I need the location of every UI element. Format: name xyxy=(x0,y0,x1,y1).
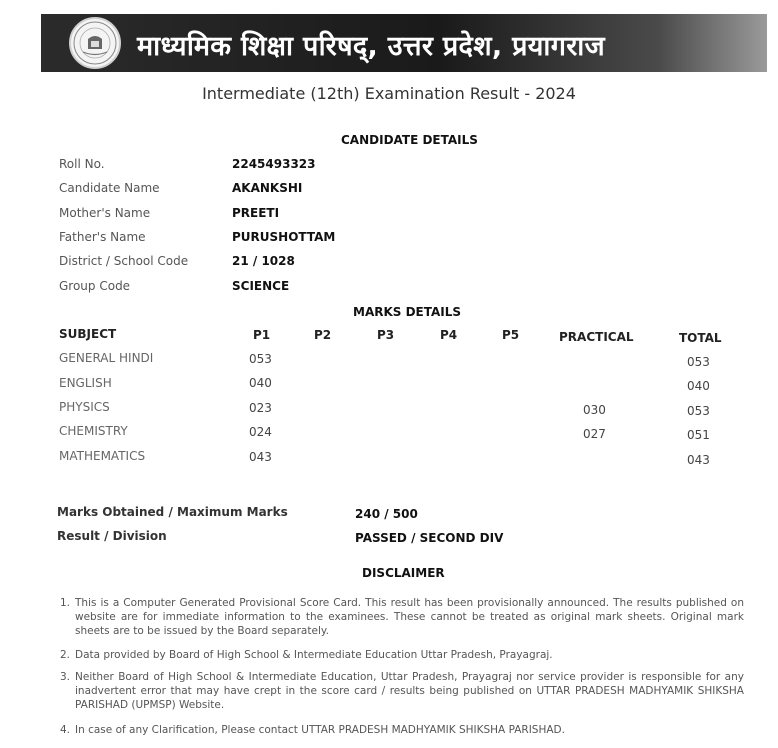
header-banner xyxy=(41,14,767,72)
roll-no-value: 2245493323 xyxy=(232,157,316,171)
p1-cell: 023 xyxy=(249,401,272,415)
disclaimer-item-text: Data provided by Board of High School & Intermediate Education Uttar Pradesh, Prayagraj. xyxy=(75,649,553,661)
candidate-name-label: Candidate Name xyxy=(59,181,160,195)
candidate-name-value: AKANKSHI xyxy=(232,181,303,195)
board-title: माध्यमिक शिक्षा परिषद्, उत्तर प्रदेश, प्रयागराज xyxy=(137,31,605,62)
subject-cell: PHYSICS xyxy=(59,400,110,414)
column-header-practical: PRACTICAL xyxy=(559,330,634,344)
result-division-value: PASSED / SECOND DIV xyxy=(355,531,504,545)
total-cell: 040 xyxy=(687,379,710,393)
p1-cell: 043 xyxy=(249,450,272,464)
mother-name-label: Mother's Name xyxy=(59,206,151,220)
practical-cell: 027 xyxy=(583,427,606,441)
column-header-total: TOTAL xyxy=(679,331,722,345)
disclaimer-item-text: In case of any Clarification, Please contact UTTAR PRADESH MADHYAMIK SHIKSHA PARISHAD. xyxy=(75,724,565,736)
marks-details-heading: MARKS DETAILS xyxy=(353,305,462,319)
district-school-code-label: District / School Code xyxy=(59,254,189,268)
column-header-p4: P4 xyxy=(440,328,458,342)
column-header-p5: P5 xyxy=(502,328,520,342)
disclaimer-item-number: 3. xyxy=(60,671,71,683)
disclaimer-item xyxy=(60,723,744,737)
total-cell: 053 xyxy=(687,404,710,418)
column-header-p1: P1 xyxy=(253,328,271,342)
subject-cell: GENERAL HINDI xyxy=(59,351,154,365)
up-board-emblem-icon xyxy=(69,17,121,69)
group-code-value: SCIENCE xyxy=(232,279,290,293)
disclaimer-item-number: 1. xyxy=(60,597,71,609)
disclaimer-item xyxy=(60,670,744,712)
mother-name-value: PREETI xyxy=(232,206,280,220)
marks-obtained-label: Marks Obtained / Maximum Marks xyxy=(57,505,288,519)
result-division-label: Result / Division xyxy=(57,529,167,543)
candidate-details-heading: CANDIDATE DETAILS xyxy=(341,133,478,147)
column-header-p2: P2 xyxy=(314,328,332,342)
father-name-label: Father's Name xyxy=(59,230,146,244)
disclaimer-item xyxy=(60,648,744,662)
p1-cell: 040 xyxy=(249,376,272,390)
exam-title: Intermediate (12th) Examination Result - 2024 xyxy=(202,84,576,103)
total-cell: 051 xyxy=(687,428,710,442)
disclaimer-item xyxy=(60,596,744,638)
total-cell: 043 xyxy=(687,453,710,467)
subject-cell: MATHEMATICS xyxy=(59,449,146,463)
total-cell: 053 xyxy=(687,355,710,369)
roll-no-label: Roll No. xyxy=(59,157,105,171)
disclaimer-heading: DISCLAIMER xyxy=(362,566,445,580)
p1-cell: 024 xyxy=(249,425,272,439)
marks-obtained-value: 240 / 500 xyxy=(355,507,418,521)
disclaimer-item-text: Neither Board of High School & Intermediate Education, Uttar Pradesh, Prayagraj nor service provider is responsible for any inadvertent error that may have crept in the score card / results being published on UTTAR PRADESH MADHYAMIK SHIKSHA PARISHAD (UPMSP) Website. xyxy=(75,671,744,711)
subject-cell: ENGLISH xyxy=(59,376,112,390)
disclaimer-item-number: 4. xyxy=(60,724,71,736)
column-header-p3: P3 xyxy=(377,328,395,342)
practical-cell: 030 xyxy=(583,403,606,417)
column-header-subject: SUBJECT xyxy=(59,327,117,341)
father-name-value: PURUSHOTTAM xyxy=(232,230,336,244)
disclaimer-item-text: This is a Computer Generated Provisional Score Card. This result has been provisionally announced. The results published on website are for immediate information to the examinees. These cannot be treated as original mark sheets. Original mark sheets are to be issued by the Board separately. xyxy=(75,597,744,637)
disclaimer-item-number: 2. xyxy=(60,649,71,661)
district-school-code-value: 21 / 1028 xyxy=(232,254,295,268)
subject-cell: CHEMISTRY xyxy=(59,424,128,438)
p1-cell: 053 xyxy=(249,352,272,366)
group-code-label: Group Code xyxy=(59,279,131,293)
